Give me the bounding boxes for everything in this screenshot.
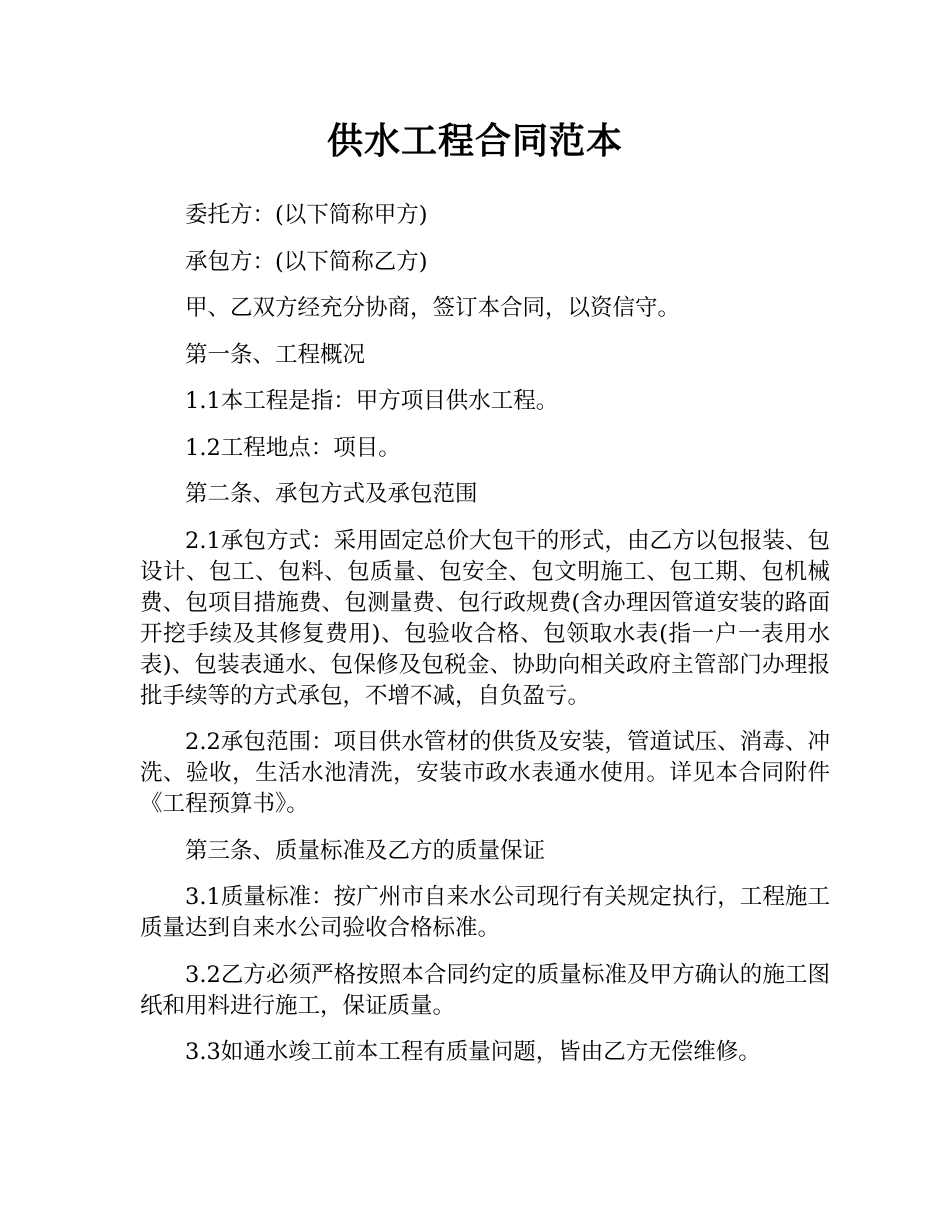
clause-1-1: 1.1本工程是指：甲方项目供水工程。 <box>185 388 559 414</box>
section-heading-1: 第一条、工程概况 <box>185 341 366 368</box>
document-body <box>140 200 830 1084</box>
paragraph-contractor: 承包方：(以下简称乙方) <box>185 248 428 275</box>
clause-1-2: 1.2工程地点：项目。 <box>185 434 401 461</box>
paragraph-client: 委托方：(以下简称甲方) <box>185 202 428 228</box>
clause-2-1: 2.1承包方式：采用固定总价大包干的形式，由乙方以包报装、包设计、包工、包料、包质量、包安全、包文明施工、包工期、包机械费、包项目措施费、包测量费、包行政规费(含办理因管道安装的路面开挖手续及其修复费用)、包验收合格、包领取水表(指一户一表用水表)、包装表通水、包保修及包税金、协助向相关政府主管部门办理报批手续等的方式承包，不增不减，自负盈亏。 <box>140 527 830 709</box>
clause-3-2: 3.2乙方必须严格按照本合同约定的质量标准及甲方确认的施工图纸和用料进行施工，保证质量。 <box>140 961 830 1019</box>
document-title: 供水工程合同范本 <box>326 121 623 162</box>
clause-3-3: 3.3如通水竣工前本工程有质量问题，皆由乙方无偿维修。 <box>185 1039 761 1065</box>
section-heading-2: 第二条、承包方式及承包范围 <box>185 481 478 507</box>
paragraph-agreement: 甲、乙双方经充分协商，签订本合同，以资信守。 <box>185 295 681 321</box>
clause-2-2: 2.2承包范围：项目供水管材的供货及安装，管道试压、消毒、冲洗、验收，生活水池清洗，安装市政水表通水使用。详见本合同附件《工程预算书》。 <box>140 729 830 817</box>
clause-3-1: 3.1质量标准：按广州市自来水公司现行有关规定执行，工程施工质量达到自来水公司验收合格标准。 <box>140 884 830 941</box>
section-heading-3: 第三条、质量标准及乙方的质量保证 <box>185 837 546 864</box>
